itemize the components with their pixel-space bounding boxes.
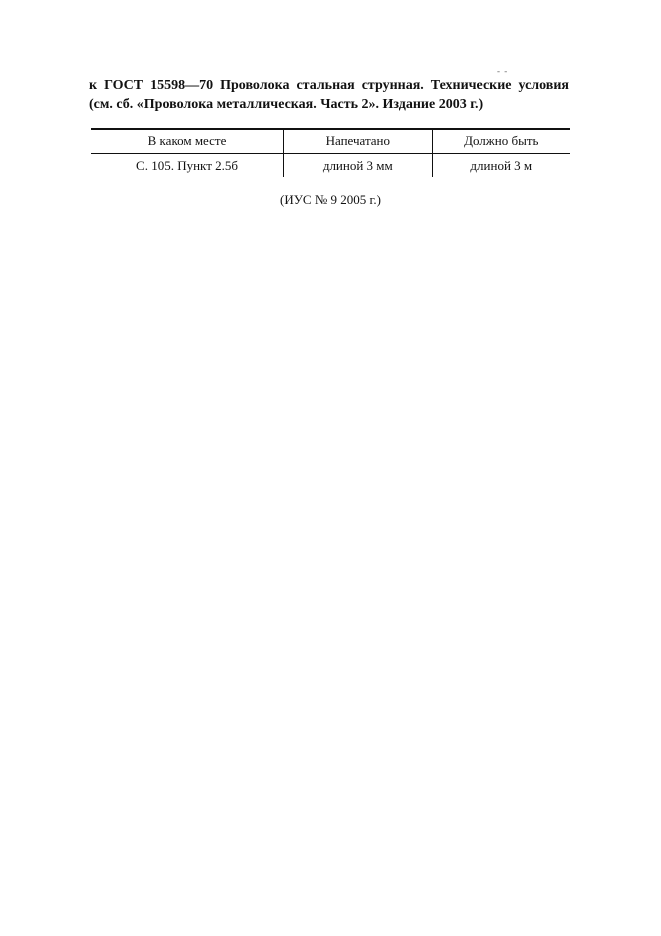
correction-table: [91, 128, 570, 177]
table-header-row: [91, 129, 570, 154]
header-location: В каком месте: [91, 129, 284, 154]
header-printed: Напечатано: [284, 129, 433, 154]
heading-line-2: (см. сб. «Проволока металлическая. Часть 2». Издание 2003 г.): [89, 97, 484, 112]
header-should-be: Должно быть: [432, 129, 570, 154]
table-row: [91, 154, 570, 178]
source-note: (ИУС № 9 2005 г.): [280, 192, 381, 207]
cell-printed: длиной 3 мм: [284, 154, 433, 178]
cell-should-be: длиной 3 м: [432, 154, 570, 178]
corner-mark: - -: [497, 66, 509, 76]
heading-line-1: к ГОСТ 15598—70 Проволока стальная струнная. Технические условия: [89, 78, 569, 93]
cell-location: С. 105. Пункт 2.5б: [136, 158, 238, 173]
document-heading: [89, 76, 569, 114]
